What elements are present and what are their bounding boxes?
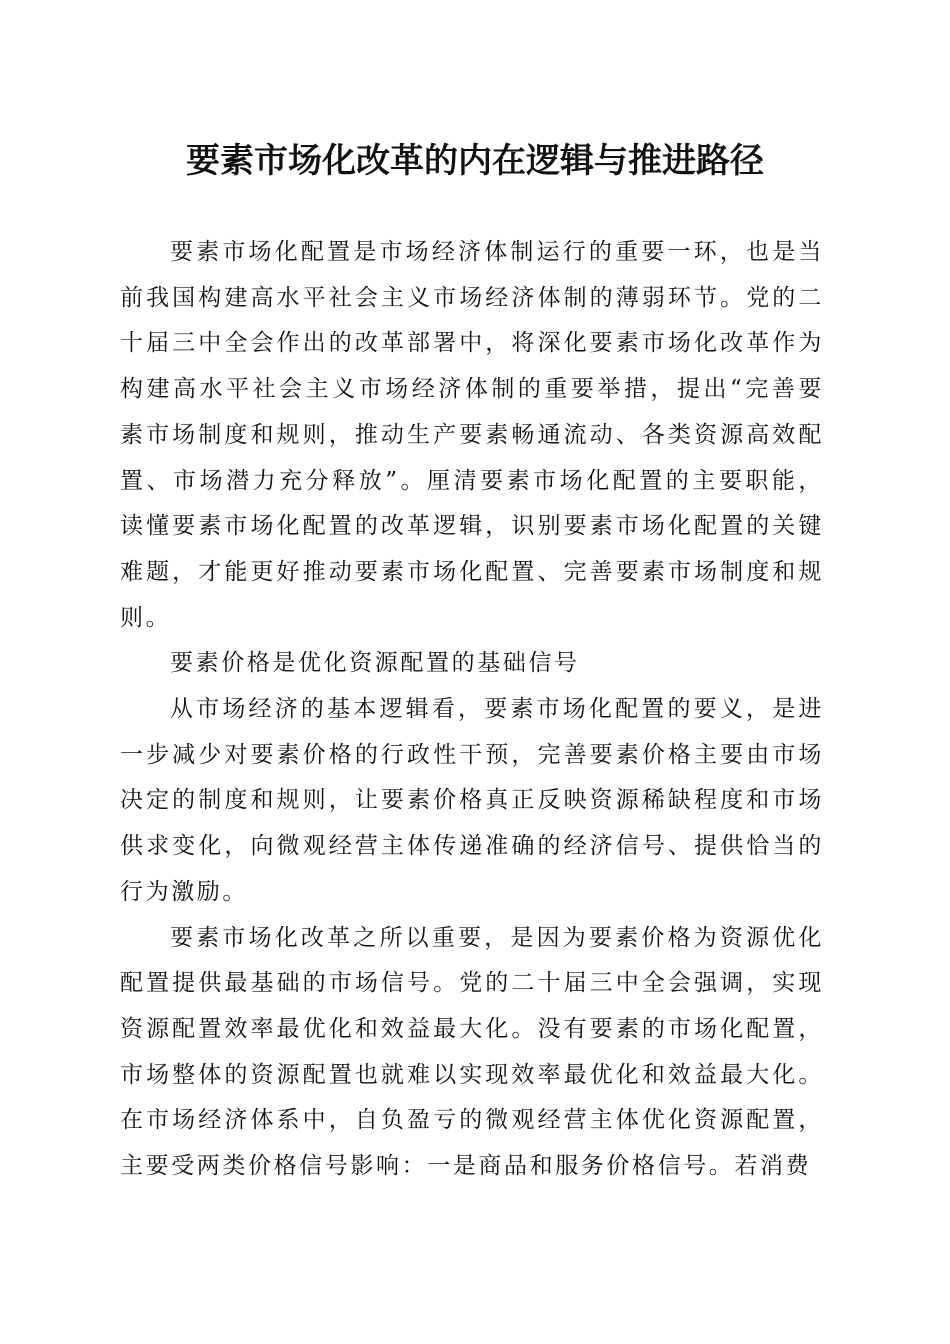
paragraph-intro: 要素市场化配置是市场经济体制运行的重要一环，也是当前我国构建高水平社会主义市场经济体制的薄弱环节。党的二十届三中全会作出的改革部署中，将深化要素市场化改革作为构建高水平社会主义市场经济体制的重要举措，提出“完善要素市场制度和规则，推动生产要素畅通流动、各类资源高效配置、市场潜力充分释放”。厘清要素市场化配置的主要职能，读懂要素市场化配置的改革逻辑，识别要素市场化配置的关键难题，才能更好推动要素市场化配置、完善要素市场制度和规则。 <box>120 239 824 631</box>
document-title: 要素市场化改革的内在逻辑与推进路径 <box>186 141 764 181</box>
document-body <box>120 230 824 1190</box>
section-subheading: 要素价格是优化资源配置的基础信号 <box>170 650 580 677</box>
paragraph-market-logic: 从市场经济的基本逻辑看，要素市场化配置的要义，是进一步减少对要素价格的行政性干预，完善要素价格主要由市场决定的制度和规则，让要素价格真正反映资源稀缺程度和市场供求变化，向微观经营主体传递准确的经济信号、提供恰当的行为激励。 <box>120 696 824 905</box>
paragraph-importance: 要素市场化改革之所以重要，是因为要素价格为资源优化配置提供最基础的市场信号。党的二十届三中全会强调，实现资源配置效率最优化和效益最大化。没有要素的市场化配置，市场整体的资源配置也就难以实现效率最优化和效益最大化。在市场经济体系中，自负盈亏的微观经营主体优化资源配置，主要受两类价格信号影响：一是商品和服务价格信号。若消费 <box>120 924 824 1180</box>
